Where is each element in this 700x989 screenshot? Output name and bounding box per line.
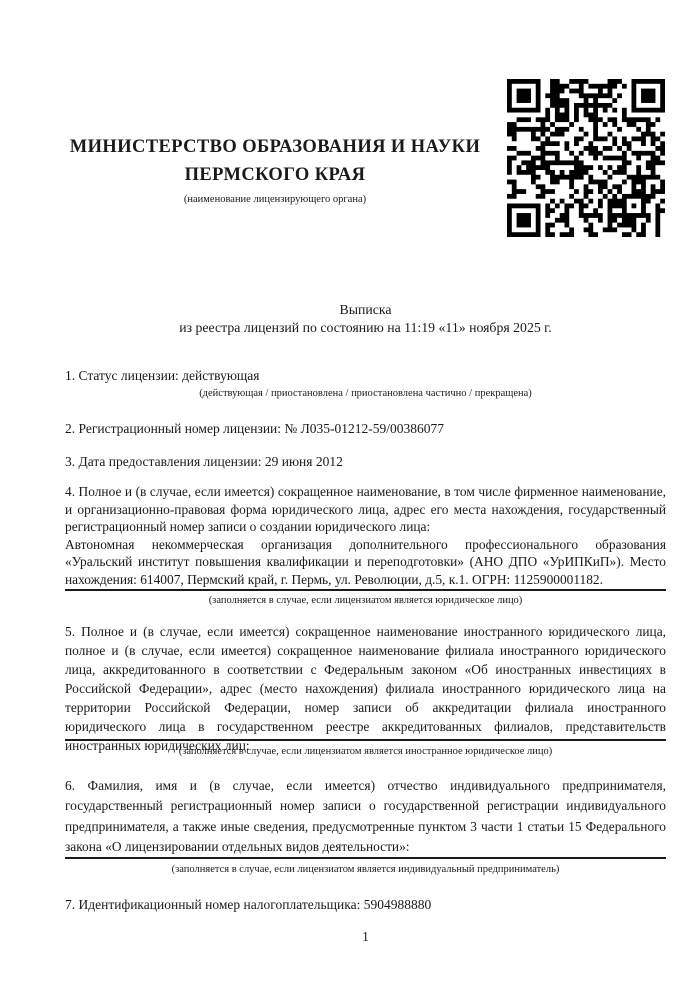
entrepreneur-note: (заполняется в случае, если лицензиатом является индивидуальный предприниматель) <box>171 864 560 875</box>
status-options-note: (действующая / приостановлена / приостановлена частично / прекращена) <box>199 388 532 399</box>
qr-code <box>507 79 665 237</box>
document-title: Выписка <box>339 302 392 317</box>
registration-number-line: 2. Регистрационный номер лицензии: № Л035-01212-59/00386077 <box>65 421 445 436</box>
legal-entity-section <box>65 483 666 588</box>
license-status-line: 1. Статус лицензии: действующая <box>65 368 260 383</box>
page-number: 1 <box>362 929 369 944</box>
document-title-block <box>65 301 666 337</box>
fill-line-foreign-entity <box>65 739 666 741</box>
ministry-name-line1: МИНИСТЕРСТВО ОБРАЗОВАНИЯ И НАУКИ <box>69 137 481 157</box>
ministry-header <box>40 133 510 206</box>
qr-code-canvas <box>507 79 665 237</box>
legal-entity-label: 4. Полное и (в случае, если имеется) сокращенное наименование, в том числе фирменное наименование, и организационно-правовая форма юридического лица, адрес его места нахождения, государственный регистрационный номер записи о создании юридического лица: <box>65 484 666 534</box>
ministry-name-caption: (наименование лицензирующего органа) <box>183 194 367 205</box>
document-subtitle: из реестра лицензий по состоянию на 11:19 «11» ноября 2025 г. <box>179 320 552 335</box>
fill-line-entrepreneur <box>65 857 666 859</box>
legal-entity-note: (заполняется в случае, если лицензиатом является юридическое лицо) <box>208 595 523 606</box>
foreign-entity-note: (заполняется в случае, если лицензиатом является иностранное юридическое лицо) <box>178 746 553 757</box>
entrepreneur-section <box>65 776 666 857</box>
legal-entity-value: Автономная некоммерческая организация дополнительного профессионального образования «Уральский институт повышения квалификации и переподготовки» (АНО ДПО «УрИПКиП»). Место нахождения: 614007, Пермский край, г. Пермь, ул. Революции, д.5, к.1. ОГРН: 1125900001182. <box>65 536 666 587</box>
entrepreneur-label: 6. Фамилия, имя и (в случае, если имеется) отчество индивидуального предпринимателя, государственный регистрационный номер записи о государственной регистрации индивидуального предпринимателя, а также иные сведения, предусмотренные пунктом 3 части 1 статьи 15 Федерального закона «О лицензировании отдельных видов деятельности»: <box>65 778 666 854</box>
foreign-entity-section <box>65 622 666 755</box>
foreign-entity-label: 5. Полное и (в случае, если имеется) сокращенное наименование иностранного юридического лица, полное и (в случае, если имеется) сокращенное наименование филиала иностранного юридического лица, аккредитованного в соответствии с Федеральным законом «Об иностранных инвестициях в Российской Федерации», адрес (место нахождения) филиала иностранного юридического лица на территории Российской Федерации, номер записи об аккредитации филиала иностранного юридического лица в государственном реестре аккредитованных филиалов, представительств иностранных юридических лиц: <box>65 624 666 753</box>
fill-line-legal-entity <box>65 589 666 591</box>
taxpayer-number-line: 7. Идентификационный номер налогоплательщика: 5904988880 <box>65 897 432 912</box>
grant-date-line: 3. Дата предоставления лицензии: 29 июня 2012 <box>65 454 343 469</box>
ministry-name-line2: ПЕРМСКОГО КРАЯ <box>184 165 366 185</box>
